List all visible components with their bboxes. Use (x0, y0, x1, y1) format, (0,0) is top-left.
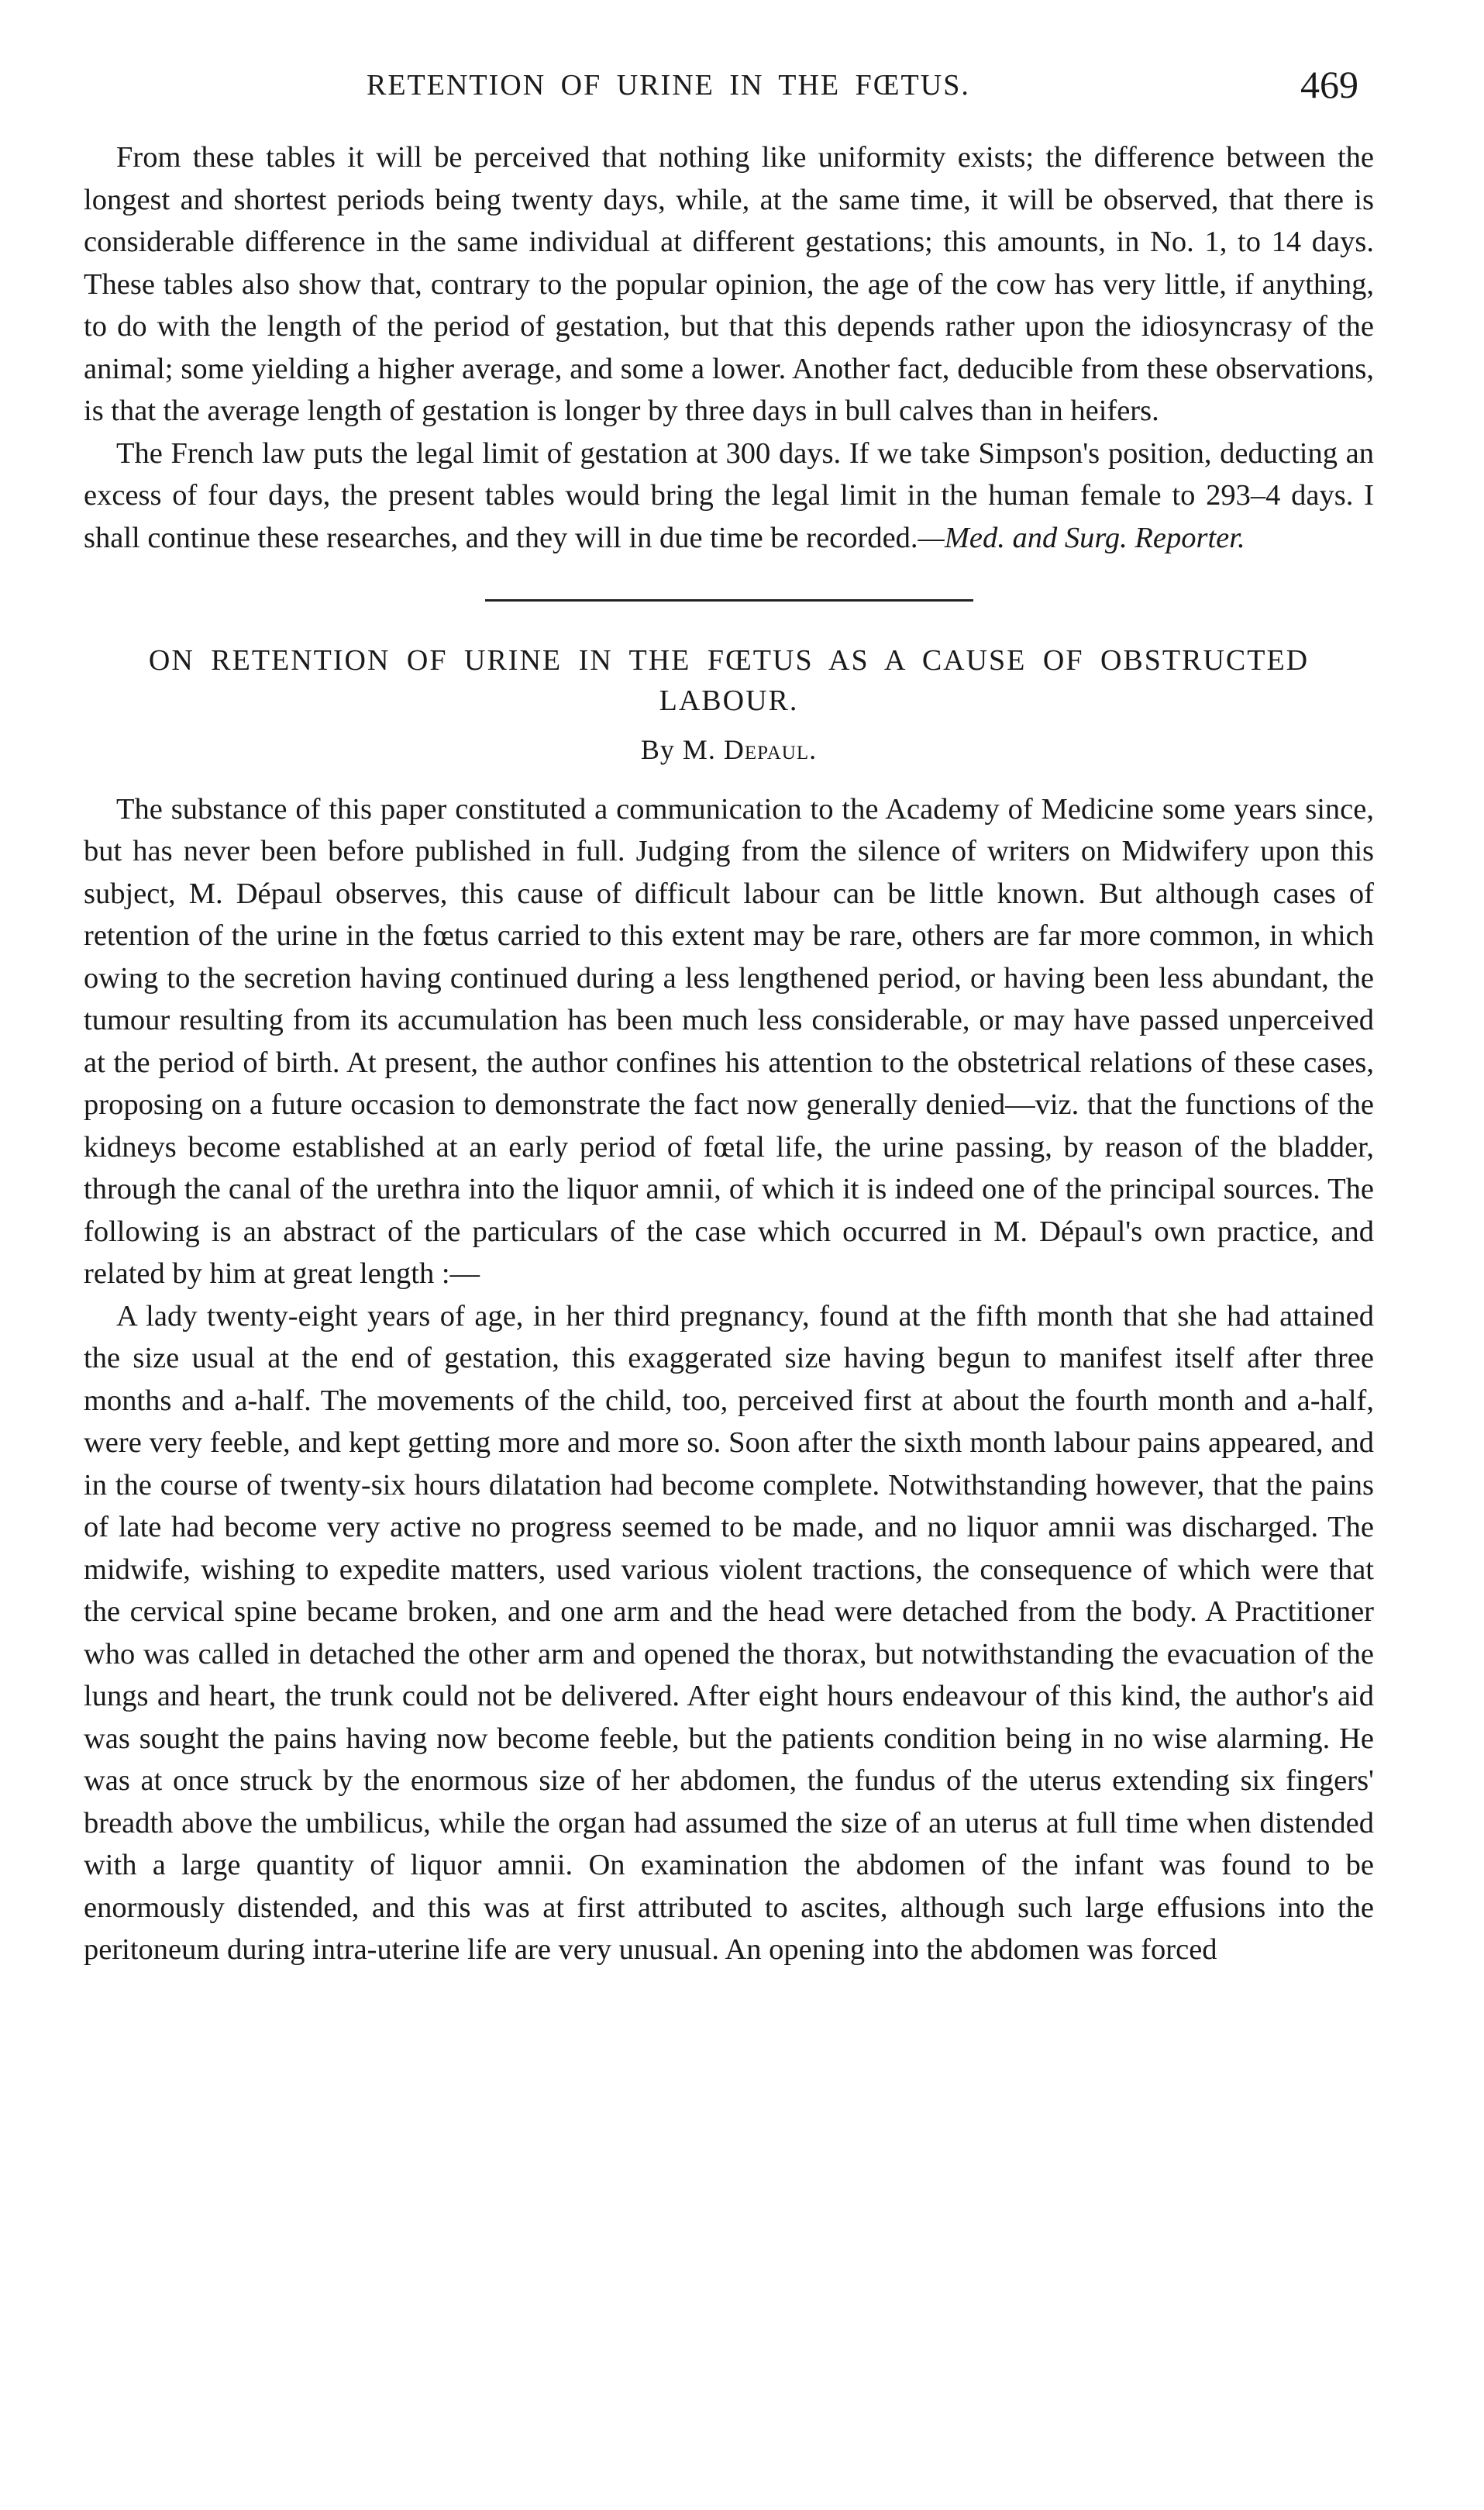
author-name: M. Depaul. (682, 734, 818, 765)
article-title: ON RETENTION OF URINE IN THE FŒTUS AS A CAUSE OF OBSTRUCTED LABOUR. (148, 644, 1310, 717)
body-paragraph: The substance of this paper constituted a communication to the Academy of Medicine some years since, but has never been before published in full. Judging from the silence of writers on Midwifery upon this subject, M. Dépaul observes, this cause of difficult labour can be little known. But although cases of retention of the urine in the fœtus carried to this extent may be rare, others are far more common, in which owing to the secretion having continued during a less lengthened period, or having been less abundant, the tumour resulting from its accumulation has been much less considerable, or may have passed unperceived at the period of birth. At present, the author confines his attention to the obstetrical relations of these cases, proposing on a future occasion to demonstrate the fact now generally denied—viz. that the functions of the kidneys become established at an early period of fœtal life, the urine passing, by reason of the bladder, through the canal of the urethra into the liquor amnii, of which it is indeed one of the principal sources. The following is an abstract of the particulars of the case which occurred in M. Dépaul's own practice, and related by him at great length :— (84, 792, 1374, 1290)
body-paragraph (84, 433, 1374, 560)
document-page (84, 62, 1374, 1971)
paragraph-text: The French law puts the legal limit of gestation at 300 days. If we take Simpson's position, deducting an excess of four days, the present tables would bring the legal limit in the human female to 293–4 days. I shall continue these researches, and they will in due time be recorded. (84, 436, 1374, 554)
body-paragraph: A lady twenty-eight years of age, in her third pregnancy, found at the fifth month that she had attained the size usual at the end of gestation, this exaggerated size having begun to manifest itself after three months and a-half. The movements of the child, too, perceived first at about the fourth month and a-half, were very feeble, and kept getting more and more so. Soon after the sixth month labour pains appeared, and in the course of twenty-six hours dilatation had become complete. Notwithstanding however, that the pains of late had become very active no progress seemed to be made, and no liquor amnii was discharged. The midwife, wishing to expedite matters, used various violent tractions, the consequence of which were that the cervical spine became broken, and one arm and the head were detached from the body. A Practitioner who was called in detached the other arm and opened the thorax, but notwithstanding the evacuation of the lungs and heart, the trunk could not be delivered. After eight hours endeavour of this kind, the author's aid was sought the pains having now become feeble, but the patients condition being in no wise alarming. He was at once struck by the enormous size of her abdomen, the fundus of the uterus extending six fingers' breadth above the umbilicus, while the organ had assumed the size of an uterus at full time when distended with a large quantity of liquor amnii. On examination the abdomen of the infant was found to be enormously distended, and this was at first attributed to ascites, although such large effusions into the peritoneum during intra-uterine life are very unusual. An opening into the abdomen was forced (84, 1299, 1374, 1966)
byline (84, 729, 1374, 771)
citation: —Med. and Surg. Reporter. (918, 521, 1245, 554)
body-paragraph: From these tables it will be perceived that nothing like uniformity exists; the difference between the longest and shortest periods being twenty days, while, at the same time, it will be observed, that there is considerable difference in the same individual at different gestations; this amounts, in No. 1, to 14 days. These tables also show that, contrary to the popular opinion, the age of the cow has very little, if anything, to do with the length of the period of gestation, but that this depends rather upon the idiosyncrasy of the animal; some yielding a higher average, and some a lower. Another fact, deducible from these observations, is that the average length of gestation is longer by three days in bull calves than in heifers. (84, 141, 1374, 427)
section-divider (485, 599, 973, 602)
running-head (84, 62, 1374, 116)
page-number: 469 (1300, 63, 1358, 106)
byline-prefix: By (640, 734, 675, 765)
running-title: RETENTION OF URINE IN THE FŒTUS. (367, 69, 970, 102)
